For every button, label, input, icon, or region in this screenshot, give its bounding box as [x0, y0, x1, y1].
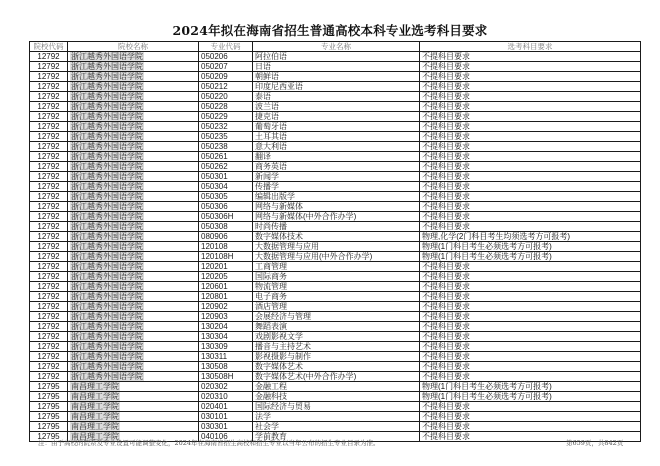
school-code-cell: 12792: [30, 162, 68, 172]
school-code-cell: 12792: [30, 92, 68, 102]
major-name-cell: 商务英语: [253, 162, 420, 172]
major-name-cell: 新闻学: [253, 172, 420, 182]
table-row: [30, 192, 641, 202]
school-name-cell: [68, 52, 199, 62]
subject-requirement-cell: 不提科目要求: [420, 422, 641, 432]
major-name-cell: 物流管理: [253, 282, 420, 292]
school-name-cell: [68, 292, 199, 302]
major-name-cell: 社会学: [253, 422, 420, 432]
school-name-text: 南昌理工学院: [71, 382, 119, 391]
school-code-cell: 12792: [30, 212, 68, 222]
school-name-text: 南昌理工学院: [71, 412, 119, 421]
subject-requirement-cell: 不提科目要求: [420, 372, 641, 382]
major-code-cell: 120205: [199, 272, 253, 282]
school-code-cell: 12792: [30, 282, 68, 292]
subject-requirement-cell: 不提科目要求: [420, 352, 641, 362]
subject-requirement-cell: 不提科目要求: [420, 172, 641, 182]
school-name-cell: [68, 282, 199, 292]
requirements-table: [29, 41, 641, 442]
major-name-cell: 舞蹈表演: [253, 322, 420, 332]
subject-requirement-cell: 不提科目要求: [420, 322, 641, 332]
table-row: [30, 242, 641, 252]
major-name-cell: 学前教育: [253, 432, 420, 442]
school-name-text: 浙江越秀外国语学院: [71, 332, 143, 341]
school-name-text: 浙江越秀外国语学院: [71, 182, 143, 191]
major-code-cell: 050207: [199, 62, 253, 72]
school-name-text: 浙江越秀外国语学院: [71, 252, 143, 261]
major-name-cell: 金融工程: [253, 382, 420, 392]
major-code-cell: 120902: [199, 302, 253, 312]
table-row: [30, 392, 641, 402]
school-code-cell: 12792: [30, 132, 68, 142]
school-name-text: 浙江越秀外国语学院: [71, 122, 143, 131]
major-name-cell: 捷克语: [253, 112, 420, 122]
school-code-cell: 12795: [30, 382, 68, 392]
table-row: [30, 382, 641, 392]
school-name-cell: [68, 322, 199, 332]
school-name-cell: [68, 412, 199, 422]
major-name-cell: 意大利语: [253, 142, 420, 152]
school-name-text: 浙江越秀外国语学院: [71, 222, 143, 231]
major-name-cell: 播音与主持艺术: [253, 342, 420, 352]
subject-requirement-cell: 不提科目要求: [420, 302, 641, 312]
school-code-cell: 12792: [30, 312, 68, 322]
subject-requirement-cell: 不提科目要求: [420, 272, 641, 282]
school-name-cell: [68, 132, 199, 142]
major-code-cell: 120108: [199, 242, 253, 252]
table-row: [30, 112, 641, 122]
subject-requirement-cell: 物理(1门科目考生必须选考方可报考): [420, 392, 641, 402]
school-code-cell: 12792: [30, 72, 68, 82]
school-code-cell: 12792: [30, 222, 68, 232]
major-name-cell: 传播学: [253, 182, 420, 192]
school-name-text: 浙江越秀外国语学院: [71, 212, 143, 221]
school-name-cell: [68, 332, 199, 342]
school-name-cell: [68, 202, 199, 212]
school-name-cell: [68, 422, 199, 432]
school-name-text: 浙江越秀外国语学院: [71, 72, 143, 81]
school-code-cell: 12792: [30, 102, 68, 112]
table-row: [30, 182, 641, 192]
table-row: [30, 102, 641, 112]
table-row: [30, 282, 641, 292]
major-name-cell: 金融科技: [253, 392, 420, 402]
school-code-cell: 12792: [30, 112, 68, 122]
subject-requirement-cell: 不提科目要求: [420, 112, 641, 122]
school-name-text: 浙江越秀外国语学院: [71, 292, 143, 301]
major-name-cell: 阿拉伯语: [253, 52, 420, 62]
school-name-text: 南昌理工学院: [71, 422, 119, 431]
major-name-cell: 波兰语: [253, 102, 420, 112]
subject-requirement-cell: 物理(1门科目考生必须选考方可报考): [420, 242, 641, 252]
subject-requirement-cell: 不提科目要求: [420, 312, 641, 322]
subject-requirement-cell: 不提科目要求: [420, 132, 641, 142]
footnote: 注：由于高校的院系及专业设置可能调整变化，2024年在海南省招生高校和招生专业以当年公布的招生专业目录为准。: [38, 439, 380, 447]
school-name-cell: [68, 72, 199, 82]
subject-requirement-cell: 不提科目要求: [420, 142, 641, 152]
table-row: [30, 252, 641, 262]
major-code-cell: 050238: [199, 142, 253, 152]
table-row: [30, 332, 641, 342]
subject-requirement-cell: 不提科目要求: [420, 102, 641, 112]
major-name-cell: 泰语: [253, 92, 420, 102]
school-name-text: 浙江越秀外国语学院: [71, 192, 143, 201]
school-code-cell: 12792: [30, 272, 68, 282]
subject-requirement-cell: 物理,化学(2门科目考生均须选考方可报考): [420, 232, 641, 242]
table-row: [30, 412, 641, 422]
subject-requirement-cell: 不提科目要求: [420, 262, 641, 272]
major-code-cell: 020401: [199, 402, 253, 412]
table-row: [30, 402, 641, 412]
major-code-cell: 050308: [199, 222, 253, 232]
major-name-cell: 朝鲜语: [253, 72, 420, 82]
school-name-cell: [68, 222, 199, 232]
school-name-text: 浙江越秀外国语学院: [71, 152, 143, 161]
school-name-text: 浙江越秀外国语学院: [71, 82, 143, 91]
major-code-cell: 040106: [199, 432, 253, 442]
school-name-text: 浙江越秀外国语学院: [71, 272, 143, 281]
table-row: [30, 322, 641, 332]
school-code-cell: 12792: [30, 232, 68, 242]
column-header-subject-requirement: 选考科目要求: [420, 42, 641, 52]
school-name-text: 浙江越秀外国语学院: [71, 52, 143, 61]
major-name-cell: 法学: [253, 412, 420, 422]
page-title: 2024年拟在海南省招生普通高校本科专业选考科目要求: [172, 23, 488, 38]
major-name-cell: 数字媒体艺术(中外合作办学): [253, 372, 420, 382]
school-code-cell: 12795: [30, 432, 68, 442]
subject-requirement-cell: 不提科目要求: [420, 92, 641, 102]
subject-requirement-cell: 不提科目要求: [420, 122, 641, 132]
table-row: [30, 202, 641, 212]
table-row: [30, 422, 641, 432]
school-code-cell: 12792: [30, 322, 68, 332]
major-name-cell: 网络与新媒体: [253, 202, 420, 212]
major-name-cell: 数字媒体技术: [253, 232, 420, 242]
subject-requirement-cell: 不提科目要求: [420, 222, 641, 232]
school-code-cell: 12792: [30, 62, 68, 72]
major-name-cell: 大数据管理与应用: [253, 242, 420, 252]
school-code-cell: 12792: [30, 342, 68, 352]
major-code-cell: 050232: [199, 122, 253, 132]
school-code-cell: 12792: [30, 82, 68, 92]
school-name-cell: [68, 242, 199, 252]
subject-requirement-cell: 不提科目要求: [420, 202, 641, 212]
school-name-text: 浙江越秀外国语学院: [71, 242, 143, 251]
major-code-cell: 050304: [199, 182, 253, 192]
major-name-cell: 翻译: [253, 152, 420, 162]
table-row: [30, 82, 641, 92]
school-code-cell: 12792: [30, 192, 68, 202]
school-name-cell: [68, 312, 199, 322]
table-row: [30, 132, 641, 142]
table-row: [30, 342, 641, 352]
subject-requirement-cell: 不提科目要求: [420, 402, 641, 412]
table-row: [30, 212, 641, 222]
school-code-cell: 12792: [30, 202, 68, 212]
major-code-cell: 050228: [199, 102, 253, 112]
major-code-cell: 050220: [199, 92, 253, 102]
school-code-cell: 12795: [30, 392, 68, 402]
subject-requirement-cell: 不提科目要求: [420, 282, 641, 292]
major-name-cell: 编辑出版学: [253, 192, 420, 202]
subject-requirement-cell: 不提科目要求: [420, 412, 641, 422]
school-code-cell: 12795: [30, 412, 68, 422]
table-row: [30, 352, 641, 362]
major-code-cell: 120108H: [199, 252, 253, 262]
subject-requirement-cell: 不提科目要求: [420, 182, 641, 192]
major-name-cell: 土耳其语: [253, 132, 420, 142]
page-number: 第659页，共842页: [566, 439, 624, 447]
table-row: [30, 362, 641, 372]
subject-requirement-cell: 不提科目要求: [420, 152, 641, 162]
school-name-cell: [68, 102, 199, 112]
school-name-text: 浙江越秀外国语学院: [71, 172, 143, 181]
school-name-text: 南昌理工学院: [71, 402, 119, 411]
major-name-cell: 大数据管理与应用(中外合作办学): [253, 252, 420, 262]
school-name-text: 浙江越秀外国语学院: [71, 352, 143, 361]
major-code-cell: 120601: [199, 282, 253, 292]
school-name-cell: [68, 212, 199, 222]
school-name-cell: [68, 382, 199, 392]
table-header-row: [30, 42, 641, 52]
school-name-cell: [68, 302, 199, 312]
school-name-cell: [68, 252, 199, 262]
major-code-cell: 030301: [199, 422, 253, 432]
table-body: [30, 52, 641, 442]
school-name-cell: [68, 62, 199, 72]
school-name-text: 浙江越秀外国语学院: [71, 112, 143, 121]
school-name-cell: [68, 402, 199, 412]
table-row: [30, 172, 641, 182]
table-row: [30, 222, 641, 232]
subject-requirement-cell: 不提科目要求: [420, 162, 641, 172]
major-code-cell: 050301: [199, 172, 253, 182]
table-row: [30, 142, 641, 152]
major-code-cell: 050206: [199, 52, 253, 62]
subject-requirement-cell: 不提科目要求: [420, 62, 641, 72]
school-name-text: 浙江越秀外国语学院: [71, 342, 143, 351]
major-code-cell: 130311: [199, 352, 253, 362]
table-row: [30, 302, 641, 312]
column-header-major-code: 专业代码: [199, 42, 253, 52]
school-name-cell: [68, 352, 199, 362]
major-name-cell: 葡萄牙语: [253, 122, 420, 132]
major-code-cell: 120903: [199, 312, 253, 322]
school-name-text: 浙江越秀外国语学院: [71, 312, 143, 321]
school-name-cell: [68, 122, 199, 132]
subject-requirement-cell: 不提科目要求: [420, 332, 641, 342]
major-code-cell: 050306H: [199, 212, 253, 222]
school-code-cell: 12792: [30, 352, 68, 362]
school-code-cell: 12795: [30, 402, 68, 412]
subject-requirement-cell: 不提科目要求: [420, 72, 641, 82]
major-code-cell: 030101: [199, 412, 253, 422]
school-code-cell: 12792: [30, 332, 68, 342]
school-name-cell: [68, 182, 199, 192]
column-header-major-name: 专业名称: [253, 42, 420, 52]
major-code-cell: 050235: [199, 132, 253, 142]
table-row: [30, 62, 641, 72]
table-row: [30, 92, 641, 102]
subject-requirement-cell: 物理(1门科目考生必须选考方可报考): [420, 382, 641, 392]
major-code-cell: 050212: [199, 82, 253, 92]
table-row: [30, 312, 641, 322]
major-name-cell: 印度尼西亚语: [253, 82, 420, 92]
school-name-cell: [68, 152, 199, 162]
school-name-text: 浙江越秀外国语学院: [71, 302, 143, 311]
table-row: [30, 292, 641, 302]
subject-requirement-cell: 物理(1门科目考生必须选考方可报考): [420, 252, 641, 262]
table-row: [30, 272, 641, 282]
school-name-text: 浙江越秀外国语学院: [71, 262, 143, 271]
school-name-text: 浙江越秀外国语学院: [71, 62, 143, 71]
major-name-cell: 工商管理: [253, 262, 420, 272]
school-name-cell: [68, 362, 199, 372]
school-code-cell: 12792: [30, 302, 68, 312]
subject-requirement-cell: 不提科目要求: [420, 212, 641, 222]
major-code-cell: 050305: [199, 192, 253, 202]
school-code-cell: 12792: [30, 362, 68, 372]
table-row: [30, 162, 641, 172]
subject-requirement-cell: 不提科目要求: [420, 192, 641, 202]
major-code-cell: 050262: [199, 162, 253, 172]
school-name-cell: [68, 232, 199, 242]
subject-requirement-cell: 不提科目要求: [420, 292, 641, 302]
column-header-school-code: 院校代码: [30, 42, 68, 52]
school-name-cell: [68, 142, 199, 152]
major-code-cell: 020310: [199, 392, 253, 402]
subject-requirement-cell: 不提科目要求: [420, 52, 641, 62]
school-code-cell: 12792: [30, 52, 68, 62]
school-code-cell: 12792: [30, 292, 68, 302]
school-code-cell: 12792: [30, 372, 68, 382]
school-name-cell: [68, 372, 199, 382]
school-name-text: 浙江越秀外国语学院: [71, 232, 143, 241]
table-row: [30, 372, 641, 382]
major-code-cell: 130508: [199, 362, 253, 372]
major-name-cell: 影视摄影与制作: [253, 352, 420, 362]
school-name-cell: [68, 392, 199, 402]
school-name-text: 浙江越秀外国语学院: [71, 162, 143, 171]
school-code-cell: 12792: [30, 172, 68, 182]
table-row: [30, 152, 641, 162]
major-name-cell: 国际商务: [253, 272, 420, 282]
school-name-cell: [68, 262, 199, 272]
major-name-cell: 戏剧影视文学: [253, 332, 420, 342]
school-name-cell: [68, 172, 199, 182]
school-name-text: 南昌理工学院: [71, 432, 119, 441]
major-name-cell: 网络与新媒体(中外合作办学): [253, 212, 420, 222]
major-name-cell: 酒店管理: [253, 302, 420, 312]
school-code-cell: 12792: [30, 262, 68, 272]
school-name-cell: [68, 162, 199, 172]
school-name-cell: [68, 342, 199, 352]
major-name-cell: 时尚传播: [253, 222, 420, 232]
school-name-text: 浙江越秀外国语学院: [71, 142, 143, 151]
major-code-cell: 050209: [199, 72, 253, 82]
school-name-cell: [68, 92, 199, 102]
school-name-cell: [68, 192, 199, 202]
school-name-text: 浙江越秀外国语学院: [71, 282, 143, 291]
table-row: [30, 52, 641, 62]
subject-requirement-cell: 不提科目要求: [420, 362, 641, 372]
major-code-cell: 130304: [199, 332, 253, 342]
major-code-cell: 120201: [199, 262, 253, 272]
major-name-cell: 日语: [253, 62, 420, 72]
school-name-cell: [68, 112, 199, 122]
school-name-text: 南昌理工学院: [71, 392, 119, 401]
school-code-cell: 12792: [30, 242, 68, 252]
school-name-text: 浙江越秀外国语学院: [71, 132, 143, 141]
major-code-cell: 130204: [199, 322, 253, 332]
school-name-text: 浙江越秀外国语学院: [71, 92, 143, 101]
column-header-school-name: 院校名称: [68, 42, 199, 52]
major-name-cell: 会展经济与管理: [253, 312, 420, 322]
school-name-text: 浙江越秀外国语学院: [71, 362, 143, 371]
major-code-cell: 050261: [199, 152, 253, 162]
major-name-cell: 国际经济与贸易: [253, 402, 420, 412]
school-name-cell: [68, 272, 199, 282]
school-name-text: 浙江越秀外国语学院: [71, 322, 143, 331]
school-name-cell: [68, 82, 199, 92]
table-row: [30, 262, 641, 272]
school-code-cell: 12795: [30, 422, 68, 432]
major-name-cell: 电子商务: [253, 292, 420, 302]
table-row: [30, 232, 641, 242]
major-code-cell: 020302: [199, 382, 253, 392]
major-code-cell: 130508H: [199, 372, 253, 382]
school-code-cell: 12792: [30, 122, 68, 132]
school-code-cell: 12792: [30, 142, 68, 152]
school-code-cell: 12792: [30, 252, 68, 262]
school-code-cell: 12792: [30, 152, 68, 162]
school-code-cell: 12792: [30, 182, 68, 192]
major-code-cell: 130309: [199, 342, 253, 352]
school-name-text: 浙江越秀外国语学院: [71, 372, 143, 381]
major-code-cell: 080906: [199, 232, 253, 242]
subject-requirement-cell: 不提科目要求: [420, 82, 641, 92]
major-name-cell: 数字媒体艺术: [253, 362, 420, 372]
subject-requirement-cell: 不提科目要求: [420, 342, 641, 352]
major-code-cell: 120801: [199, 292, 253, 302]
subject-requirement-cell: 不提科目要求: [420, 432, 641, 442]
major-code-cell: 050229: [199, 112, 253, 122]
major-code-cell: 050306: [199, 202, 253, 212]
school-name-text: 浙江越秀外国语学院: [71, 102, 143, 111]
table-row: [30, 122, 641, 132]
table-row: [30, 72, 641, 82]
school-name-text: 浙江越秀外国语学院: [71, 202, 143, 211]
